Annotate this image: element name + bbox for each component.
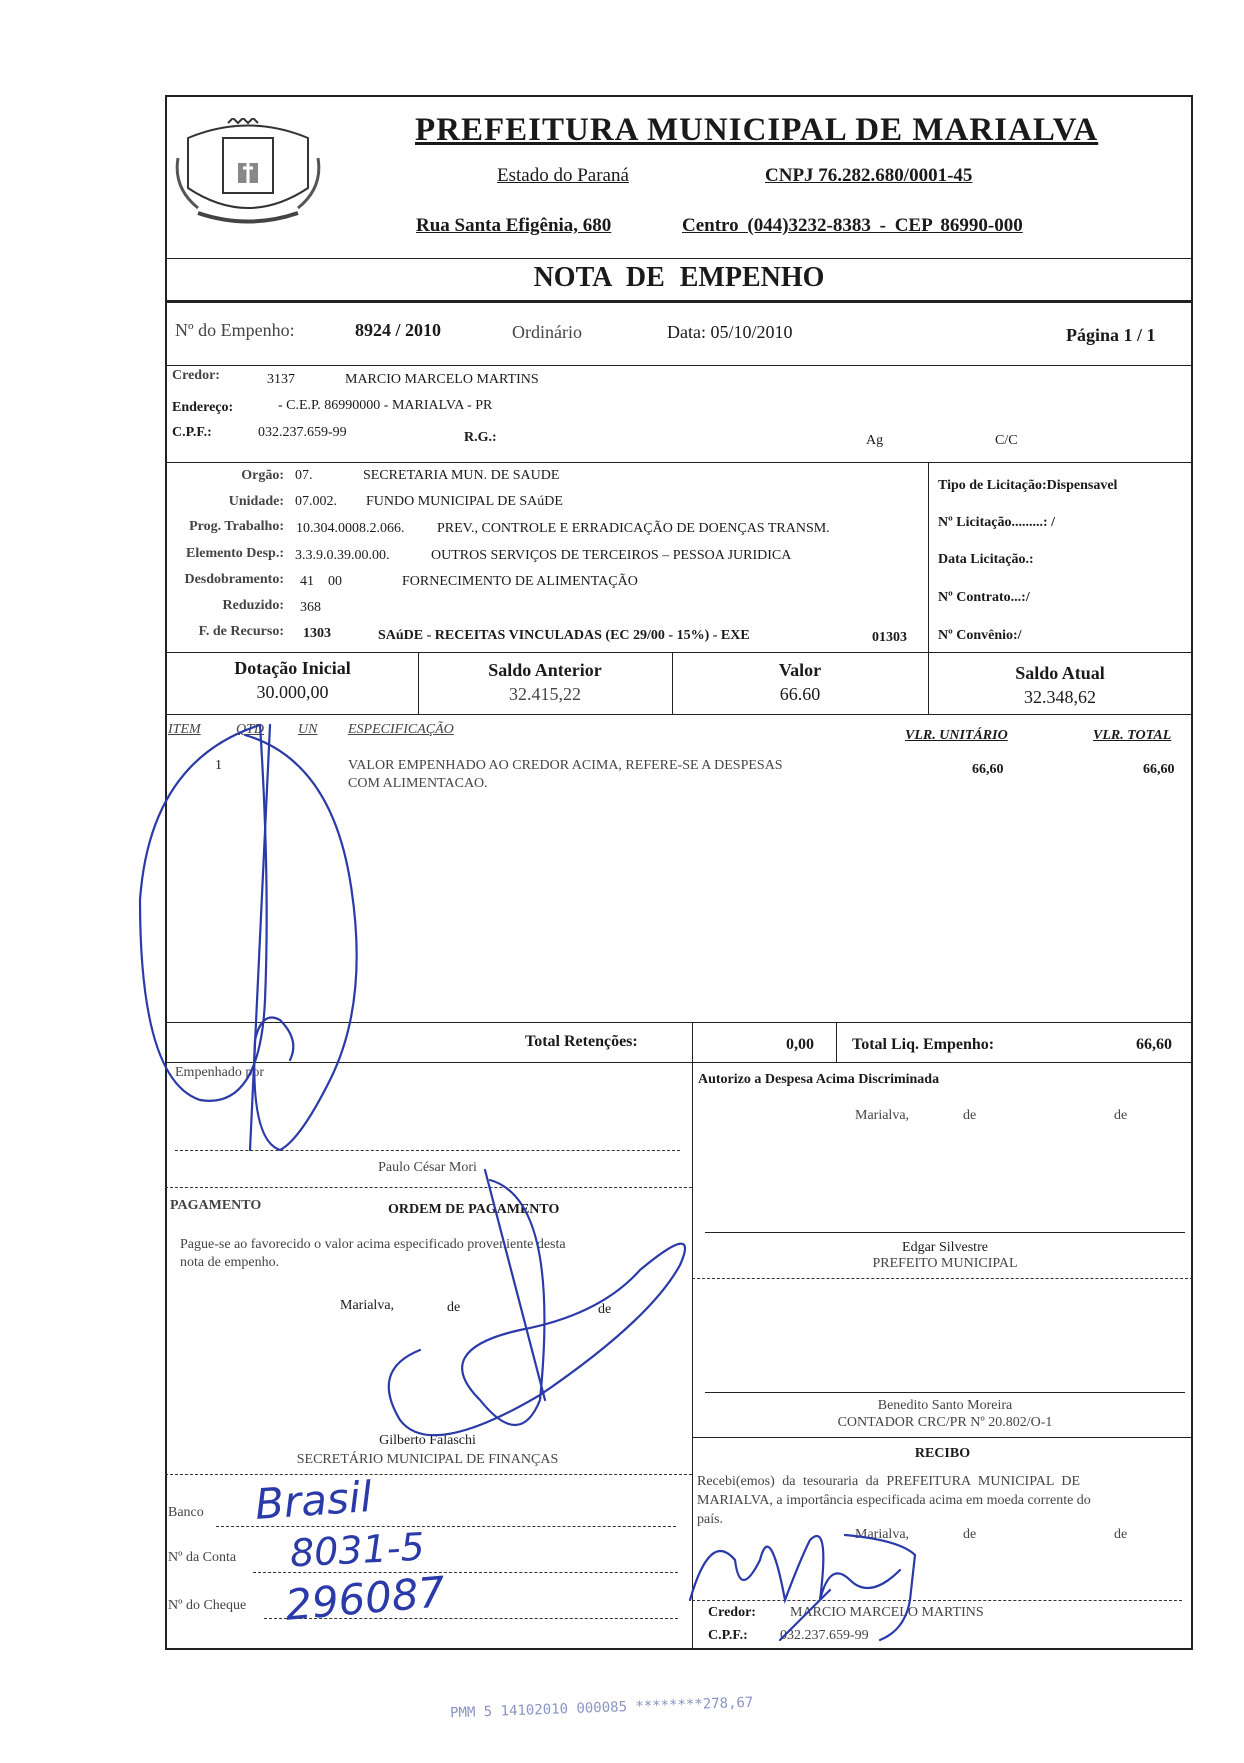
autorizo-de1: de: [963, 1108, 977, 1123]
liquido-value: 66,60: [1136, 1036, 1172, 1053]
ordem-de1: de: [447, 1300, 461, 1315]
dotacao-label: Dotação Inicial: [234, 658, 351, 678]
empenho-number: 8924 / 2010: [355, 320, 442, 340]
valor-value: 66.60: [779, 684, 821, 704]
ordem-de2: de: [598, 1302, 612, 1317]
item-unit-value: 66,60: [972, 762, 1004, 777]
cheque-label: Nº do Cheque: [168, 1598, 247, 1613]
orgao-desc: SECRETARIA MUN. DE SAUDE: [363, 468, 560, 483]
liquido-label: Total Liq. Empenho:: [852, 1036, 995, 1053]
retencoes-value: 0,00: [786, 1036, 814, 1053]
credor-code: 3137: [267, 372, 295, 387]
autorizo-label: Autorizo a Despesa Acima Discriminada: [698, 1072, 940, 1087]
contador-name: Benedito Santo Moreira: [877, 1398, 1013, 1413]
reduzido-code: 368: [300, 600, 321, 615]
autorizo-de2: de: [1114, 1108, 1128, 1123]
recibo-credor-label: Credor:: [708, 1605, 756, 1620]
banco-label: Banco: [168, 1505, 204, 1520]
cc-label: C/C: [995, 433, 1018, 448]
contrato-numero: Nº Contrato...:/: [938, 590, 1030, 605]
item-desc-line1: VALOR EMPENHADO AO CREDOR ACIMA, REFERE-SE A DESPESAS: [348, 758, 783, 773]
col-item: ITEM: [168, 722, 201, 737]
empenhado-name: Paulo César Mori: [378, 1160, 477, 1175]
prog-code: 10.304.0008.2.066.: [296, 521, 405, 536]
recibo-cpf: 032.237.659-99: [780, 1628, 869, 1643]
licitacao-tipo: Tipo de Licitação:Dispensavel: [938, 478, 1118, 493]
recibo-city: Marialva,: [855, 1527, 910, 1542]
rg-label: R.G.:: [464, 430, 497, 445]
col-un: UN: [298, 722, 318, 737]
ordem-text-line2: nota de empenho.: [180, 1255, 280, 1270]
header-address: Centro (044)3232-8383 - CEP 86990-000: [682, 215, 1023, 236]
reduzido-label: Reduzido:: [222, 598, 284, 613]
unidade-desc: FUNDO MUNICIPAL DE SAúDE: [366, 494, 563, 509]
recibo-text-line2: MARIALVA, a importância especificada acima em moeda corrente do: [697, 1493, 1091, 1508]
desdobramento-desc: FORNECIMENTO DE ALIMENTAÇÃO: [402, 574, 638, 589]
dotacao-value: 30.000,00: [256, 682, 329, 702]
endereco-value: - C.E.P. 86990000 - MARIALVA - PR: [278, 398, 493, 413]
retencoes-label: Total Retenções:: [525, 1033, 638, 1050]
contador-title: CONTADOR CRC/PR Nº 20.802/O-1: [837, 1415, 1053, 1430]
elemento-desc: OUTROS SERVIÇOS DE TERCEIROS – PESSOA JURIDICA: [431, 548, 792, 563]
item-desc-line2: COM ALIMENTACAO.: [348, 776, 488, 791]
secretario-title: SECRETÁRIO MUNICIPAL DE FINANÇAS: [296, 1452, 559, 1467]
desdobramento-code: 41 00: [300, 574, 342, 589]
header-state: Estado do Paraná: [497, 165, 629, 186]
credor-label: Credor:: [172, 368, 220, 383]
recibo-label: RECIBO: [914, 1446, 971, 1461]
licitacao-data: Data Licitação.:: [938, 552, 1034, 567]
elemento-label: Elemento Desp.:: [186, 546, 284, 561]
recurso-code: 1303: [303, 626, 331, 641]
header-cnpj: CNPJ 76.282.680/0001-45: [765, 165, 973, 186]
ordem-city: Marialva,: [340, 1298, 395, 1313]
convenio-numero: Nº Convênio:/: [938, 628, 1022, 643]
cpf-value: 032.237.659-99: [258, 425, 347, 440]
recibo-de1: de: [963, 1527, 977, 1542]
conta-handwritten: 8031-5: [288, 1524, 426, 1576]
valor-label: Valor: [778, 660, 822, 680]
prog-label: Prog. Trabalho:: [189, 519, 284, 534]
empenho-page: Página 1 / 1: [1066, 325, 1156, 345]
recurso-code-right: 01303: [872, 630, 907, 645]
doc-title: NOTA DE EMPENHO: [533, 262, 825, 293]
empenho-date: Data: 05/10/2010: [667, 322, 793, 342]
ordem-text-line1: Pague-se ao favorecido o valor acima especificado proveniente desta: [180, 1237, 566, 1252]
cheque-handwritten: 296087: [283, 1567, 448, 1630]
recibo-de2: de: [1114, 1527, 1128, 1542]
ag-label: Ag: [866, 433, 884, 448]
atual-value: 32.348,62: [1024, 687, 1096, 707]
anterior-label: Saldo Anterior: [488, 660, 602, 680]
elemento-code: 3.3.9.0.39.00.00.: [295, 548, 390, 563]
header-title: PREFEITURA MUNICIPAL DE MARIALVA: [415, 112, 1099, 148]
cpf-label: C.P.F.:: [172, 425, 212, 440]
prog-desc: PREV., CONTROLE E ERRADICAÇÃO DE DOENÇAS TRANSM.: [437, 521, 830, 536]
autorizo-city: Marialva,: [855, 1108, 910, 1123]
conta-label: Nº da Conta: [168, 1550, 237, 1565]
banco-handwritten: Brasil: [253, 1471, 374, 1530]
secretario-name: Gilberto Falaschi: [379, 1433, 476, 1448]
desdobramento-label: Desdobramento:: [184, 572, 284, 587]
atual-label: Saldo Atual: [1015, 663, 1105, 683]
header-street: Rua Santa Efigênia, 680: [416, 215, 612, 236]
footer-stamp: PMM 5 14102010 000085 ********278,67: [449, 1694, 754, 1722]
orgao-code: 07.: [295, 468, 313, 483]
col-vlr-unitario: VLR. UNITÁRIO: [905, 728, 1008, 743]
anterior-value: 32.415,22: [509, 684, 581, 704]
recurso-desc: SAúDE - RECEITAS VINCULADAS (EC 29/00 - 15%) - EXE: [378, 628, 750, 643]
recibo-credor-name: MARCIO MARCELO MARTINS: [790, 1605, 984, 1620]
col-qtd: QTD: [236, 722, 265, 737]
licitacao-numero: Nº Licitação.........: /: [938, 515, 1055, 530]
recurso-label: F. de Recurso:: [198, 624, 284, 639]
col-vlr-total: VLR. TOTAL: [1093, 728, 1172, 743]
recibo-text-line3: país.: [697, 1512, 724, 1527]
item-total-value: 66,60: [1143, 762, 1175, 777]
unidade-label: Unidade:: [228, 494, 284, 509]
prefeito-name: Edgar Silvestre: [902, 1240, 988, 1255]
endereco-label: Endereço:: [172, 400, 234, 415]
unidade-code: 07.002.: [295, 494, 337, 509]
empenhado-label: Empenhado por: [175, 1065, 265, 1080]
col-especificacao: ESPECIFICAÇÃO: [348, 722, 454, 737]
prefeito-title: PREFEITO MUNICIPAL: [872, 1256, 1018, 1271]
ordem-label: ORDEM DE PAGAMENTO: [388, 1202, 560, 1217]
empenho-label: Nº do Empenho:: [175, 320, 295, 340]
recibo-cpf-label: C.P.F.:: [708, 1628, 748, 1643]
credor-name: MARCIO MARCELO MARTINS: [345, 372, 539, 387]
recibo-text-line1: Recebi(emos) da tesouraria da PREFEITURA MUNICIPAL DE: [697, 1474, 1081, 1489]
pagamento-label: PAGAMENTO: [170, 1198, 262, 1213]
orgao-label: Orgão:: [241, 468, 284, 483]
item-number: 1: [215, 758, 222, 773]
empenho-type: Ordinário: [512, 322, 582, 342]
